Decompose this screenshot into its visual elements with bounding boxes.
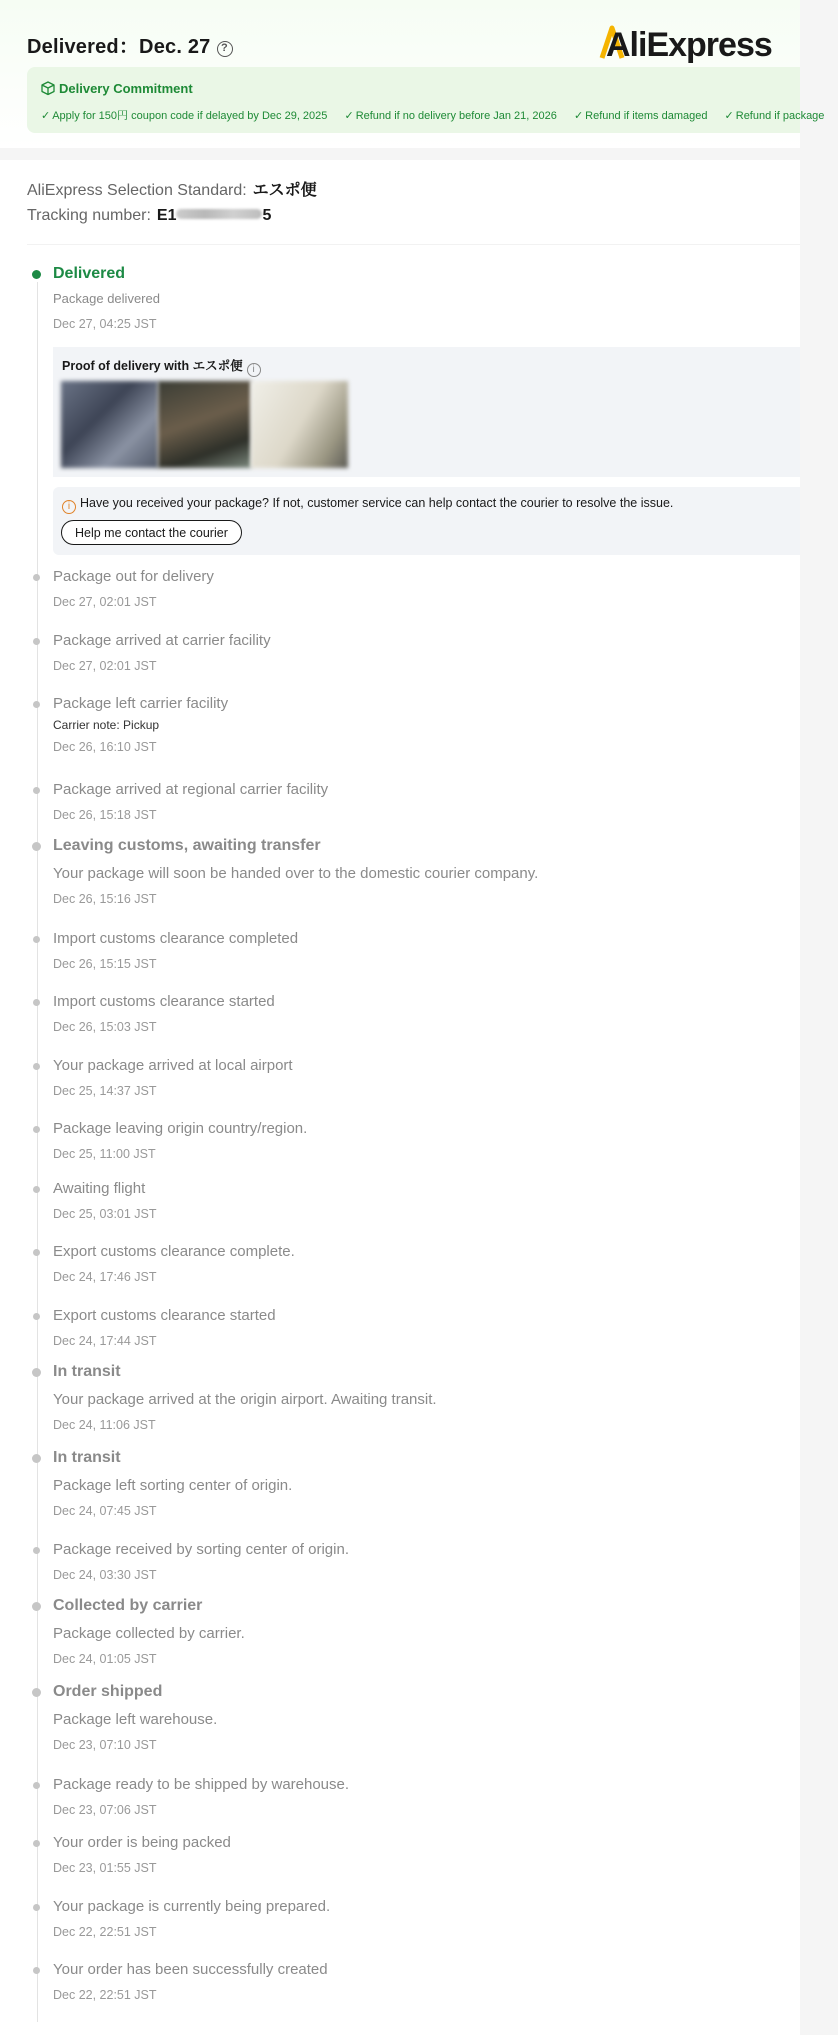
section-divider <box>27 244 800 245</box>
delivery-commitment-title <box>41 81 193 96</box>
event-title: Your package is currently being prepared. <box>53 1898 331 1915</box>
timeline-event-milestone <box>53 836 800 906</box>
event-desc: Your package arrived at the origin airport. Awaiting transit. <box>53 1391 437 1408</box>
delivery-photo[interactable] <box>61 381 158 468</box>
timeline-event-delivered <box>53 264 800 331</box>
timeline-event <box>53 567 800 609</box>
delivery-photo[interactable] <box>158 381 251 468</box>
question-circle-icon[interactable]: ? <box>217 41 233 57</box>
timeline-event <box>53 631 800 673</box>
event-title: Leaving customs, awaiting transfer <box>53 837 321 854</box>
event-title: Export customs clearance complete. <box>53 1243 295 1260</box>
info-warning-icon: i <box>62 500 76 514</box>
proof-of-delivery-panel <box>53 347 800 477</box>
checkmark-icon: ✓ <box>344 110 354 122</box>
timeline-dot <box>33 787 40 794</box>
event-time: Dec 25, 14:37 JST <box>53 1084 157 1098</box>
logo-text: AliExpress <box>606 26 772 64</box>
event-desc: Package collected by carrier. <box>53 1625 245 1642</box>
timeline-event <box>53 1056 800 1098</box>
commitment-items <box>41 107 838 123</box>
tracking-number-suffix: 5 <box>262 207 272 224</box>
event-time: Dec 24, 01:05 JST <box>53 1652 157 1666</box>
timeline-dot <box>33 574 40 581</box>
event-time: Dec 22, 22:51 JST <box>53 1925 157 1939</box>
timeline-dot <box>32 1688 41 1697</box>
event-time: Dec 23, 01:55 JST <box>53 1861 157 1875</box>
commitment-item-text: Refund if items damaged <box>585 110 708 122</box>
event-title: Order shipped <box>53 1683 163 1700</box>
delivery-status-text: Delivered：Dec. 27 <box>27 36 211 58</box>
event-time: Dec 27, 02:01 JST <box>53 659 157 673</box>
event-time: Dec 27, 04:25 JST <box>53 317 157 331</box>
event-title: Package arrived at regional carrier facility <box>53 781 329 798</box>
aliexpress-logo <box>600 18 796 66</box>
event-title: Package received by sorting center of origin. <box>53 1541 349 1558</box>
timeline-event <box>53 1960 800 2002</box>
event-title: In transit <box>53 1363 121 1380</box>
event-title: Your order is being packed <box>53 1834 231 1851</box>
delivery-commitment-panel <box>27 67 825 133</box>
timeline-dot <box>33 1063 40 1070</box>
proof-title <box>62 356 261 377</box>
carrier-value: エスポ便 <box>252 182 317 199</box>
timeline-event <box>53 1833 800 1875</box>
timeline-dot <box>32 1602 41 1611</box>
tracking-number-row <box>27 207 271 225</box>
event-title: Package arrived at carrier facility <box>53 632 271 649</box>
event-time: Dec 25, 11:00 JST <box>53 1147 156 1161</box>
timeline-dot <box>33 701 40 708</box>
event-time: Dec 26, 15:18 JST <box>53 808 157 822</box>
timeline-event <box>53 780 800 822</box>
event-time: Dec 22, 22:51 JST <box>53 1988 157 2002</box>
event-desc: Your package will soon be handed over to the domestic courier company. <box>53 865 539 882</box>
timeline-dot <box>33 1126 40 1133</box>
event-title: Package ready to be shipped by warehouse. <box>53 1776 350 1793</box>
commitment-title-label: Delivery Commitment <box>59 81 193 96</box>
event-title: Package out for delivery <box>53 568 214 585</box>
delivery-photo[interactable] <box>251 381 348 468</box>
event-time: Dec 23, 07:10 JST <box>53 1738 157 1752</box>
event-title: Awaiting flight <box>53 1180 146 1197</box>
timeline-event-milestone <box>53 1362 800 1432</box>
package-help-panel <box>53 487 800 555</box>
event-time: Dec 24, 17:44 JST <box>53 1334 157 1348</box>
timeline-event <box>53 1775 800 1817</box>
timeline-dot <box>33 1782 40 1789</box>
event-time: Dec 27, 02:01 JST <box>53 595 157 609</box>
timeline-event <box>53 1306 800 1348</box>
timeline-event <box>53 1897 800 1939</box>
event-title: In transit <box>53 1449 121 1466</box>
timeline-dot <box>33 1967 40 1974</box>
event-title: Export customs clearance started <box>53 1307 276 1324</box>
timeline-dot <box>33 638 40 645</box>
event-time: Dec 24, 03:30 JST <box>53 1568 157 1582</box>
event-title: Your package arrived at local airport <box>53 1057 293 1074</box>
carrier-note: Carrier note: Pickup <box>53 718 160 732</box>
package-box-icon <box>41 81 55 95</box>
event-time: Dec 23, 07:06 JST <box>53 1803 157 1817</box>
commitment-item <box>41 110 327 122</box>
checkmark-icon: ✓ <box>41 110 51 122</box>
timeline-dot <box>32 1454 41 1463</box>
event-time: Dec 24, 07:45 JST <box>53 1504 157 1518</box>
event-time: Dec 26, 16:10 JST <box>53 740 157 754</box>
timeline-event-milestone <box>53 1596 800 1666</box>
event-time: Dec 26, 15:03 JST <box>53 1020 157 1034</box>
timeline-dot <box>32 1368 41 1377</box>
event-title: Package left carrier facility <box>53 695 229 712</box>
event-title: Your order has been successfully created <box>53 1961 328 1978</box>
event-time: Dec 24, 17:46 JST <box>53 1270 157 1284</box>
timeline-event-milestone <box>53 1448 800 1518</box>
timeline-event <box>53 992 800 1034</box>
help-question-text: Have you received your package? If not, customer service can help contact the courier to resolve the issue. <box>80 496 674 510</box>
timeline-dot <box>33 999 40 1006</box>
timeline-event <box>53 1242 800 1284</box>
timeline-dot <box>33 1249 40 1256</box>
event-title: Package leaving origin country/region. <box>53 1120 308 1137</box>
event-title: Import customs clearance completed <box>53 930 299 947</box>
event-title: Delivered <box>53 265 126 282</box>
event-time: Dec 25, 03:01 JST <box>53 1207 157 1221</box>
redacted-tracking-digits <box>176 209 262 219</box>
timeline-event <box>53 929 800 971</box>
carrier-label: AliExpress Selection Standard: <box>27 182 247 199</box>
commitment-item-text: Apply for 150円 coupon code if delayed by Dec 29, 2025 <box>52 110 328 122</box>
timeline-line <box>37 282 38 2022</box>
carrier-row <box>27 177 317 200</box>
checkmark-icon: ✓ <box>573 110 584 122</box>
timeline-event <box>53 1119 800 1161</box>
info-icon[interactable]: i <box>247 363 261 377</box>
timeline-dot <box>32 842 41 851</box>
commitment-item <box>725 110 825 122</box>
checkmark-icon: ✓ <box>724 110 734 122</box>
proof-title-text: Proof of delivery with エスポ便 <box>62 359 243 373</box>
timeline-event <box>53 694 800 754</box>
contact-courier-button[interactable]: Help me contact the courier <box>61 520 242 545</box>
delivery-status-title <box>27 30 233 59</box>
event-desc: Package left warehouse. <box>53 1711 218 1728</box>
timeline-event-milestone <box>53 1682 800 1752</box>
event-desc: Package left sorting center of origin. <box>53 1477 293 1494</box>
tracking-number-label: Tracking number: <box>27 207 151 224</box>
commitment-item <box>344 110 556 122</box>
event-time: Dec 26, 15:15 JST <box>53 957 157 971</box>
commitment-item <box>574 110 708 122</box>
event-desc: Package delivered <box>53 291 160 306</box>
timeline-dot <box>33 1186 40 1193</box>
commitment-item-text: Refund if no delivery before Jan 21, 2026 <box>355 110 557 122</box>
help-question <box>62 496 673 514</box>
tracking-number-prefix: E1 <box>156 207 177 224</box>
event-title: Import customs clearance started <box>53 993 275 1010</box>
timeline-dot <box>33 1547 40 1554</box>
timeline-event <box>53 1540 800 1582</box>
event-title: Collected by carrier <box>53 1597 203 1614</box>
timeline-dot <box>33 1313 40 1320</box>
timeline-dot <box>33 936 40 943</box>
tracking-number-value[interactable] <box>157 207 271 224</box>
delivery-header-card <box>0 0 825 148</box>
event-time: Dec 26, 15:16 JST <box>53 892 157 906</box>
timeline-dot-active <box>32 270 41 279</box>
timeline-dot <box>33 1840 40 1847</box>
commitment-item-text: Refund if package <box>735 110 825 122</box>
timeline-dot <box>33 1904 40 1911</box>
timeline-event <box>53 1179 800 1221</box>
event-time: Dec 24, 11:06 JST <box>53 1418 156 1432</box>
